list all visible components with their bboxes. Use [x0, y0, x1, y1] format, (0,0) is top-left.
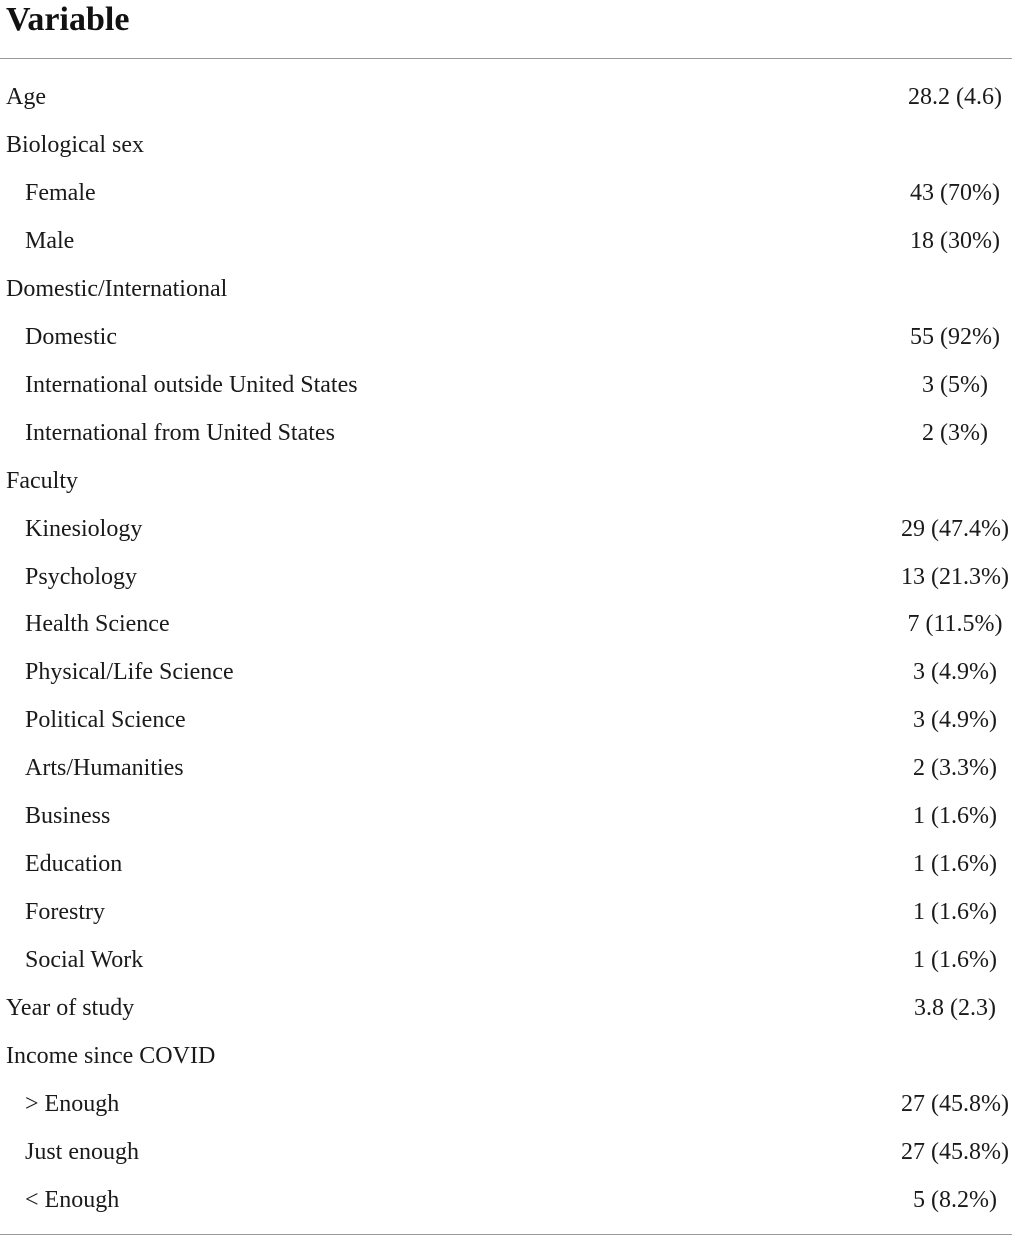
table-row	[0, 121, 1017, 169]
row-value: 2 (3.3%)	[913, 755, 997, 782]
row-value: 3 (5%)	[922, 371, 988, 398]
table-bottom-rule	[0, 1234, 1012, 1235]
table-row	[0, 313, 1017, 361]
table-row	[0, 1176, 1017, 1224]
row-value: 18 (30%)	[910, 227, 1000, 254]
row-label: International from United States	[25, 419, 335, 446]
row-label: Education	[25, 851, 123, 878]
table-row	[0, 840, 1017, 888]
row-value: 1 (1.6%)	[913, 899, 997, 926]
row-label: Age	[6, 84, 46, 110]
table-row	[0, 600, 1017, 648]
table-row	[0, 936, 1017, 984]
row-value: 3 (4.9%)	[913, 659, 997, 686]
row-label: Forestry	[25, 899, 105, 926]
table-row	[0, 457, 1017, 505]
row-value: 43 (70%)	[910, 179, 1000, 206]
table-row	[0, 744, 1017, 792]
row-value: 2 (3%)	[922, 419, 988, 446]
row-label: Domestic	[25, 323, 117, 350]
row-label: Arts/Humanities	[25, 755, 184, 782]
row-value: 1 (1.6%)	[913, 803, 997, 830]
row-label: > Enough	[25, 1090, 120, 1117]
table-row	[0, 265, 1017, 313]
row-label: Biological sex	[6, 131, 144, 158]
row-label: Kinesiology	[25, 515, 143, 542]
table-row	[0, 73, 1017, 121]
row-label: Psychology	[25, 563, 138, 590]
table-row	[0, 1080, 1017, 1128]
table-row	[0, 696, 1017, 744]
table-row	[0, 792, 1017, 840]
table-row	[0, 505, 1017, 553]
table-row	[0, 409, 1017, 457]
row-label: Female	[25, 179, 96, 206]
table-row	[0, 361, 1017, 409]
row-label: Physical/Life Science	[25, 659, 234, 686]
row-value: 5 (8.2%)	[913, 1186, 997, 1213]
row-value: 28.2 (4.6)	[908, 84, 1002, 110]
table-row	[0, 553, 1017, 601]
row-label: Year of study	[6, 995, 135, 1022]
table-row	[0, 1128, 1017, 1176]
row-label: Faculty	[6, 467, 78, 494]
row-label: Political Science	[25, 707, 186, 734]
row-label: < Enough	[25, 1186, 120, 1213]
row-value: 27 (45.8%)	[901, 1090, 1009, 1117]
row-label: International outside United States	[25, 371, 358, 398]
row-label: Income since COVID	[6, 1043, 216, 1069]
row-label: Domestic/International	[6, 275, 228, 302]
row-value: 1 (1.6%)	[913, 851, 997, 878]
row-label: Health Science	[25, 611, 170, 638]
row-label: Social Work	[25, 947, 144, 974]
table-header-variable: Variable	[6, 1, 130, 38]
row-label: Just enough	[25, 1138, 139, 1165]
table-row	[0, 984, 1017, 1032]
table-row	[0, 648, 1017, 696]
header-divider	[0, 58, 1012, 59]
table-row	[0, 1032, 1017, 1080]
row-label: Male	[25, 227, 75, 254]
row-value: 29 (47.4%)	[901, 515, 1009, 542]
row-value: 1 (1.6%)	[913, 947, 997, 974]
row-value: 13 (21.3%)	[901, 563, 1009, 590]
row-value: 3 (4.9%)	[913, 707, 997, 734]
table-row	[0, 217, 1017, 265]
row-value: 27 (45.8%)	[901, 1138, 1009, 1165]
row-value: 55 (92%)	[910, 323, 1000, 350]
table-row	[0, 169, 1017, 217]
row-value: 7 (11.5%)	[907, 611, 1003, 638]
row-label: Business	[25, 803, 111, 830]
row-value: 3.8 (2.3)	[914, 995, 996, 1022]
table-row	[0, 888, 1017, 936]
